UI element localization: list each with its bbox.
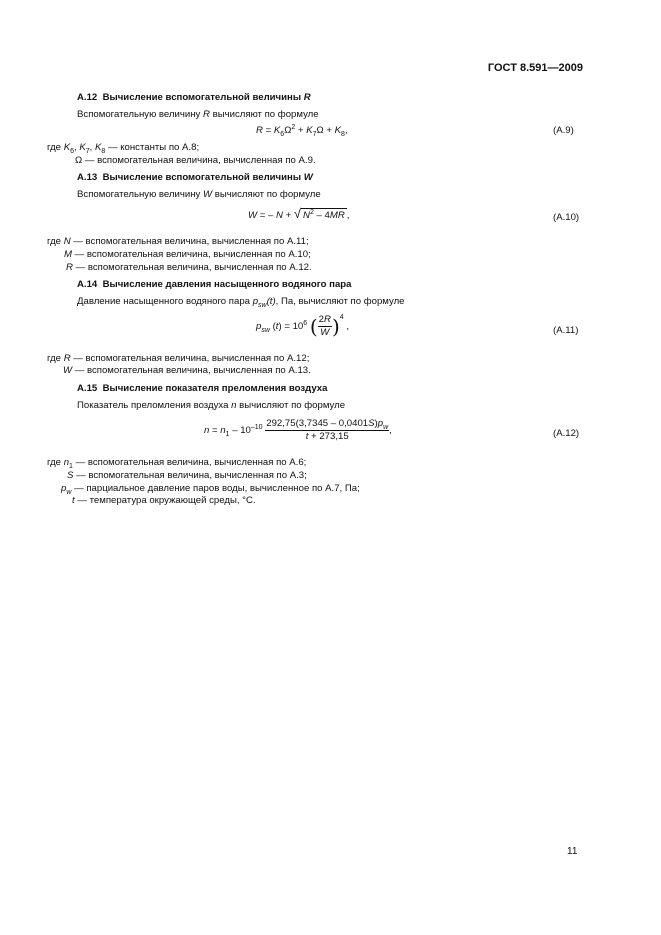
intro-variable: W xyxy=(203,189,213,200)
where-item: $p_w$ — парциальное давление паров воды, вычисленное по А.7, Па; xyxy=(61,483,360,496)
section-intro-a15 xyxy=(77,400,345,412)
where-desc: — вспомогательная величина, вычисленная по А.10; xyxy=(74,249,311,260)
equation-number-a9: (А.9) xyxy=(553,125,574,136)
formula-a11: $p_{sw}$ $(t) = 10^6$ ( $\frac{2R}{W}$ )$^4$ , xyxy=(256,314,349,339)
where-var: M xyxy=(64,249,72,260)
where-lead: где xyxy=(47,142,62,153)
page-number: 11 xyxy=(567,846,578,857)
where-item xyxy=(75,155,316,167)
where-item xyxy=(63,365,311,377)
where-item: где $n_1$ — вспомогательная величина, вычисленная по А.6; xyxy=(47,457,307,470)
heading-variable: W xyxy=(303,172,313,183)
where-desc: — парциальное давление паров воды, вычисленное по А.7, Па; xyxy=(74,483,360,494)
intro-variable: R xyxy=(203,109,210,120)
where-var: N xyxy=(63,236,71,247)
formula-a12: $n = n_1 - 10^{-10}$ $\frac{292,75(3,7345 - 0,0401S)p_w}{t + 273,15}$ , xyxy=(204,418,392,442)
section-intro-a13 xyxy=(77,189,321,201)
where-var: R xyxy=(63,353,71,364)
equation-number-a11: (А.11) xyxy=(553,325,579,336)
where-var: R xyxy=(66,262,73,273)
heading-number: А.12 xyxy=(77,92,98,103)
where-item xyxy=(47,236,309,248)
section-intro-a12 xyxy=(77,109,319,121)
intro-argument: (t) xyxy=(266,296,276,307)
where-lead: где xyxy=(47,457,62,468)
intro-variable: p xyxy=(252,296,259,307)
section-heading-a14 xyxy=(77,279,352,291)
heading-number: А.15 xyxy=(77,383,98,394)
where-var: S xyxy=(67,470,74,481)
where-desc: — вспомогательная величина, вычисленная по А.6; xyxy=(75,457,307,468)
intro-text-end: вычисляют по формуле xyxy=(239,400,346,411)
section-heading-a12 xyxy=(77,92,311,104)
heading-number: А.13 xyxy=(77,172,98,183)
formula-a10: W = – N + √ $N^2 - 4MR$ , xyxy=(248,206,350,221)
intro-variable: n xyxy=(231,400,237,411)
where-lead: где xyxy=(47,353,62,364)
where-item xyxy=(67,470,307,482)
intro-text: Давление насыщенного водяного пара xyxy=(77,296,251,307)
equation-number-a12: (А.12) xyxy=(553,428,580,439)
heading-number: А.14 xyxy=(77,279,98,290)
section-heading-a15 xyxy=(77,383,327,395)
intro-text: Показатель преломления воздуха xyxy=(77,400,229,411)
heading-text: Вычисление давления насыщенного водяного пара xyxy=(102,279,352,290)
where-desc: — вспомогательная величина, вычисленная по А.9. xyxy=(84,155,316,166)
where-item xyxy=(64,249,311,261)
where-item xyxy=(72,495,256,507)
equation-number-a10: (А.10) xyxy=(553,212,580,223)
intro-text-end: вычисляют по формуле xyxy=(214,189,321,200)
where-var: W xyxy=(63,365,73,376)
intro-text: Вспомогательную величину xyxy=(77,189,201,200)
section-intro-a14 xyxy=(77,296,405,308)
where-desc: — вспомогательная величина, вычисленная по А.3; xyxy=(76,470,307,481)
section-heading-a13 xyxy=(77,172,313,184)
where-var: Ω xyxy=(75,155,83,166)
where-desc: — вспомогательная величина, вычисленная по А.13. xyxy=(74,365,311,376)
where-item xyxy=(47,353,309,365)
heading-text: Вычисление показателя преломления воздуха xyxy=(102,383,328,394)
where-var: t xyxy=(72,495,75,506)
intro-text-end: , Па, вычисляют по формуле xyxy=(275,296,405,307)
where-lead: где xyxy=(47,236,62,247)
where-desc: — температура окружающей среды, °С. xyxy=(77,495,256,506)
heading-text: Вычисление вспомогательной величины xyxy=(102,92,302,103)
heading-variable: R xyxy=(303,92,311,103)
where-item xyxy=(66,262,312,274)
where-var: p xyxy=(61,483,67,494)
where-desc: — вспомогательная величина, вычисленная по А.12; xyxy=(73,353,310,364)
formula-a9: $R = K_6\Omega^2 + K_7\Omega + K_8$, xyxy=(256,124,348,138)
intro-text-end: вычисляют по формуле xyxy=(212,109,319,120)
where-desc: — константы по А.8; xyxy=(107,142,200,153)
where-desc: — вспомогательная величина, вычисленная по А.12. xyxy=(75,262,312,273)
document-code: ГОСТ 8.591—2009 xyxy=(487,62,583,74)
where-vars: K xyxy=(63,142,71,153)
heading-text: Вычисление вспомогательной величины xyxy=(102,172,302,183)
where-var: n xyxy=(63,457,70,468)
intro-text: Вспомогательную величину xyxy=(77,109,201,120)
intro-subscript: sw xyxy=(258,302,267,309)
where-desc: — вспомогательная величина, вычисленная по А.11; xyxy=(73,236,309,247)
where-item: где $K_6$, $K_7$, $K_8$ — константы по А.8; xyxy=(47,142,200,155)
